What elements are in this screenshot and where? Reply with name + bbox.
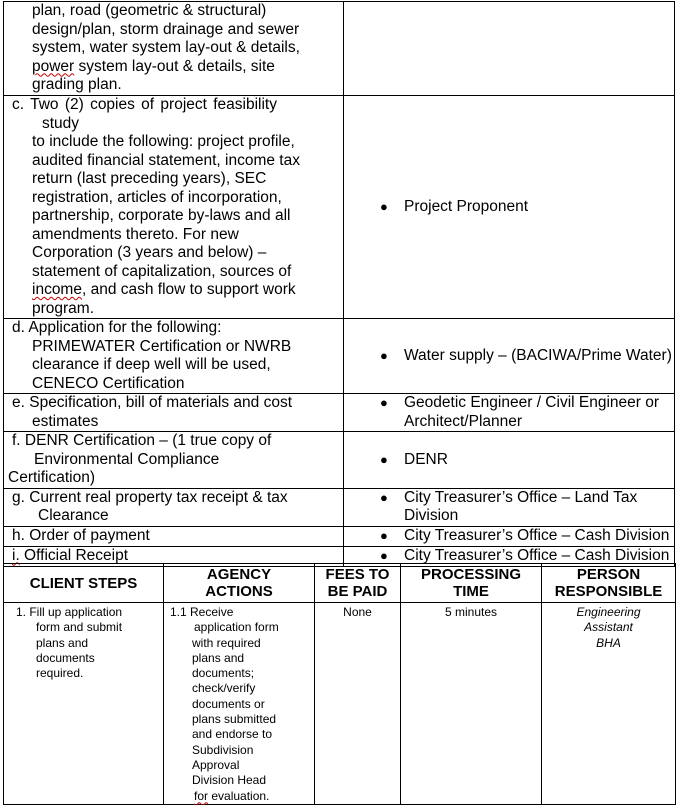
text-line: Certification) (8, 469, 95, 486)
bullet-icon: ● (380, 489, 388, 505)
person-responsible-cell (542, 603, 676, 805)
text-line: amendments thereto. For new (32, 225, 239, 243)
requirements-table (3, 1, 675, 567)
bullet-icon: ● (380, 527, 388, 543)
header-row (4, 564, 676, 603)
responsible-cell (344, 488, 675, 526)
text-line: clearance if deep well will be used, (32, 356, 271, 373)
text-line: e. Specification, bill of materials and cost (12, 394, 292, 411)
requirement-text (4, 432, 344, 489)
text-line: documents or (192, 696, 265, 711)
requirement-row (4, 394, 675, 432)
text-line: registration, articles of incorporation, (32, 188, 282, 206)
text-line: f. DENR Certification – (1 true copy of (12, 432, 272, 449)
text-line: Corporation (3 years and below) – (32, 244, 267, 261)
responsible-cell (344, 96, 675, 319)
text-line: 1.1 Receive (170, 605, 234, 619)
text-line: City Treasurer’s Office – Land Tax (404, 488, 638, 506)
text-line: form and submit (36, 620, 123, 635)
responsible-cell (344, 432, 675, 489)
requirement-text (4, 319, 344, 394)
text-line: CENECO Certification (32, 374, 185, 392)
text-line: program. (32, 299, 95, 317)
responsible-text: City Treasurer’s Office – Cash Division (404, 526, 670, 544)
text-line: partnership, corporate by-laws and all (32, 207, 291, 224)
text-line: plan, road (geometric & structural) (32, 2, 267, 19)
text-line: g. Current real property tax receipt & tax (12, 488, 288, 506)
text-line: with required (192, 635, 261, 650)
text-line: Subdivision (192, 742, 254, 757)
text-line: BHA (596, 635, 621, 650)
requirement-row (4, 488, 675, 526)
text-line: to include the following: project profile, (32, 133, 295, 150)
responsible-cell (344, 526, 675, 546)
processing-time-cell: 5 minutes (401, 603, 542, 805)
requirement-text (4, 394, 344, 432)
bullet-icon: ● (380, 347, 388, 363)
text-line: return (last preceding years), SEC (32, 170, 267, 187)
bullet-icon: ● (380, 451, 388, 467)
text-line: Geodetic Engineer / Civil Engineer or (404, 394, 660, 411)
text-line: design/plan, storm drainage and sewer (32, 20, 300, 38)
text-line: and endorse to (192, 727, 273, 742)
column-header-fees: FEES TO BE PAID (315, 564, 401, 603)
responsible-text: Project Proponent (404, 197, 529, 215)
text-line: plans and (36, 635, 89, 650)
text-line: c. Two (2) copies of project feasibility (12, 96, 277, 113)
responsible-cell (344, 394, 675, 432)
text-line: Approval (192, 757, 240, 772)
requirement-row (4, 2, 675, 96)
text-line: Assistant (584, 620, 633, 635)
requirement-text (4, 96, 344, 319)
text-line: documents; (192, 666, 255, 681)
text-line: h. Order of payment (12, 526, 150, 544)
requirement-row (4, 319, 675, 394)
responsible-cell (344, 319, 675, 394)
agency-action-cell (164, 603, 315, 805)
client-step-cell (4, 603, 164, 805)
text-line: 1. Fill up application (16, 605, 123, 619)
text-line: Division Head (192, 773, 267, 788)
text-line: statement of capitalization, sources of (32, 262, 292, 280)
responsible-text: DENR (404, 450, 448, 468)
spellcheck-word: income (32, 281, 82, 298)
column-header-person-responsible: PERSON RESPONSIBLE (542, 564, 676, 603)
text-line: grading plan. (32, 76, 122, 93)
requirement-text (4, 488, 344, 526)
bullet-icon: ● (380, 395, 388, 410)
text-line: documents (36, 650, 95, 665)
text-line: d. Application for the following: (12, 319, 222, 336)
responsible-text (404, 394, 659, 431)
bullet-icon: ● (380, 198, 388, 214)
text-line: i. Official Receipt (12, 546, 129, 564)
text-line: PRIMEWATER Certification or NWRB (32, 337, 292, 355)
table-row (4, 603, 676, 805)
requirement-text (4, 526, 344, 546)
text-line: Environmental Compliance (34, 450, 220, 468)
text-line: Architect/Planner (404, 412, 523, 430)
requirement-text (4, 2, 344, 96)
fees-cell: None (315, 603, 401, 805)
responsible-text: City Treasurer’s Office – Cash Division (404, 546, 670, 564)
text-line: system, water system lay-out & details, (32, 39, 300, 56)
text-line: study (42, 114, 80, 132)
requirement-row (4, 432, 675, 489)
column-header-agency-actions: AGENCY ACTIONS (164, 564, 315, 603)
text-line: plans and (192, 650, 245, 665)
requirement-row (4, 526, 675, 546)
text-line: for evaluation. (194, 788, 270, 803)
column-header-client-steps: CLIENT STEPS (4, 564, 164, 603)
text-line: Clearance (38, 507, 109, 524)
text-line: income, and cash flow to support work (32, 281, 296, 298)
text-line: power system lay-out & details, site (32, 57, 275, 75)
text-line: audited financial statement, income tax (32, 151, 300, 169)
requirement-row (4, 96, 675, 319)
text-line: application form (194, 620, 279, 635)
spellcheck-word: power (32, 57, 75, 75)
text-line: plans submitted (192, 712, 277, 727)
text-line: check/verify (192, 681, 256, 696)
client-steps-table (3, 563, 676, 805)
responsible-text (404, 489, 637, 526)
responsible-cell (344, 2, 675, 96)
spellcheck-word: i. (12, 546, 20, 564)
text-line: Division (404, 507, 459, 524)
text-line: estimates (32, 412, 99, 430)
text-line: required. (36, 666, 84, 681)
bullet-icon: ● (380, 547, 388, 563)
responsible-text: Water supply – (BACIWA/Prime Water) (404, 346, 672, 364)
spellcheck-word: for (194, 788, 209, 803)
column-header-processing-time: PROCESSING TIME (401, 564, 542, 603)
text-line: Engineering (576, 605, 641, 619)
